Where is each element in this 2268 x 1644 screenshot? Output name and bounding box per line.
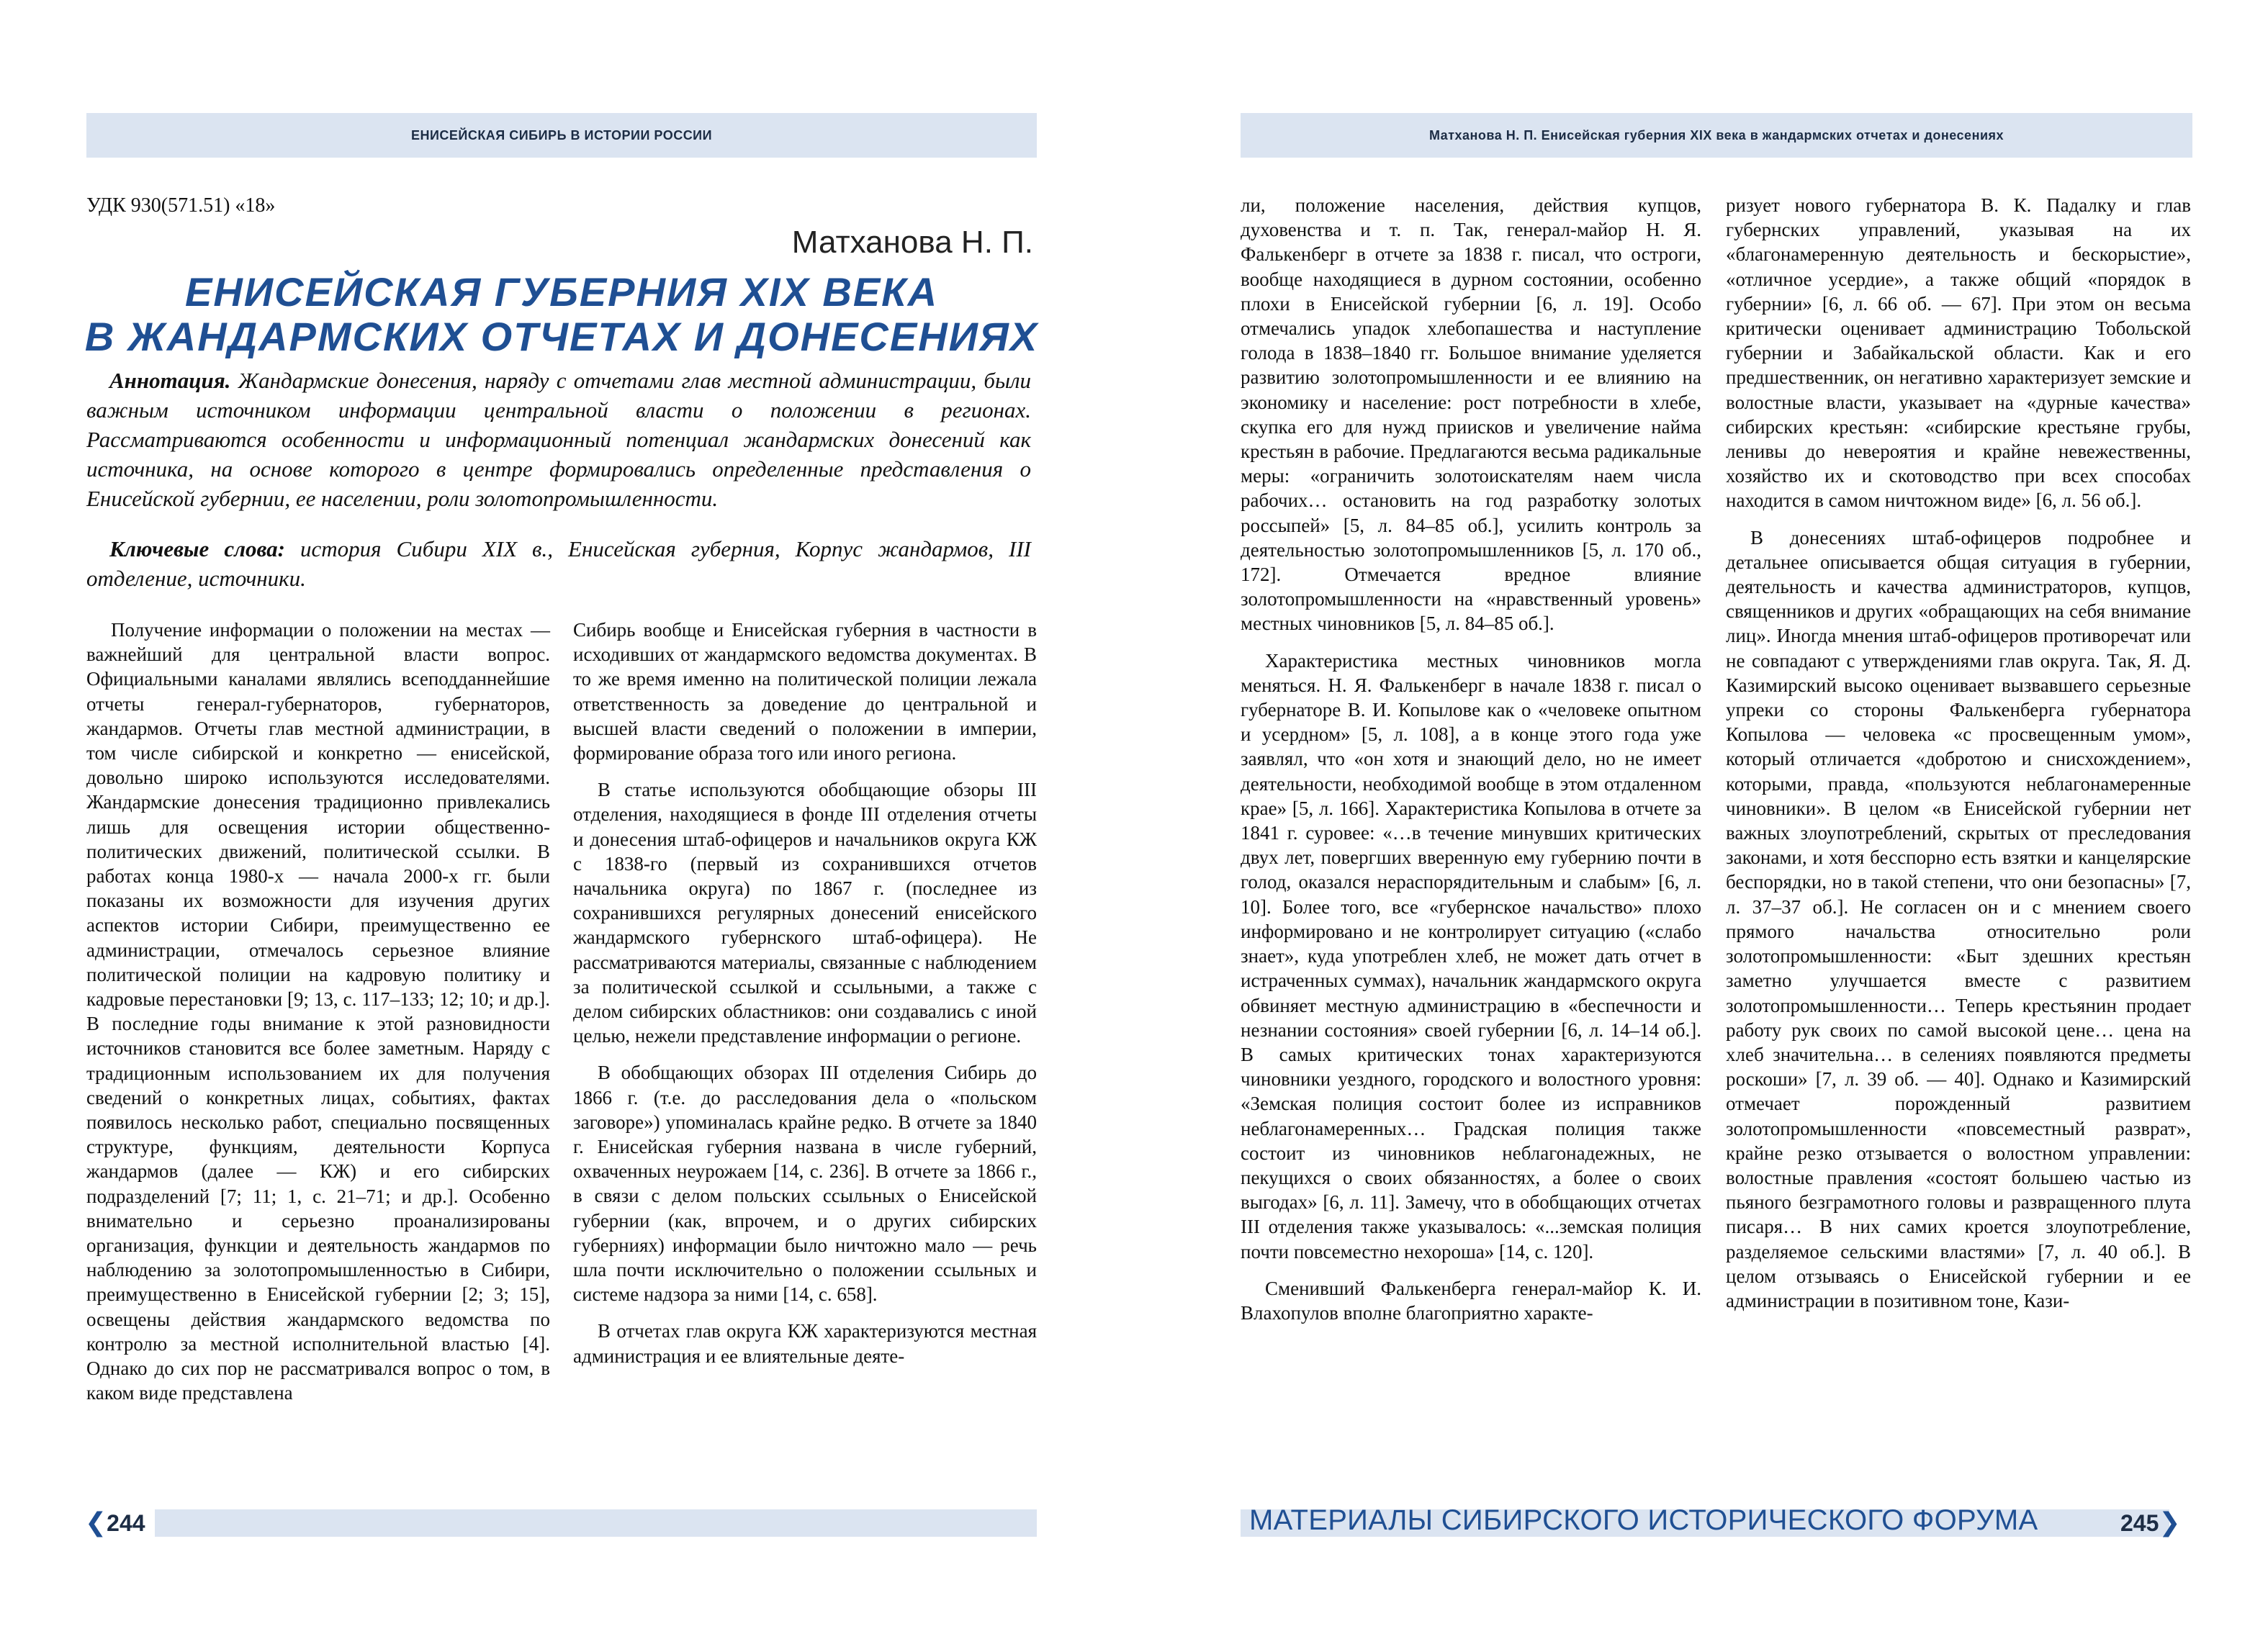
udk-code: УДК 930(571.51) «18» [86,194,276,217]
paragraph: ли, положение населения, действия купцов, духовенства и т. п. Так, генерал-майор Н. Я. Фалькенберг в отчете за 1838 г. писал, что остроги, вообще находящиеся в дурном состоянии, особенно плохи в Енисейской губернии [6, л. 19]. Особо отмечались упадок хлебопашества и наступление голода в 1838–1840 гг. Большое внимание уделяется развитию золотопромышленности и ее влиянию на экономику и население: рост потребности в хлебе, скупка его для нужд приисков и увеличение найма крестьян в рабочие. Предлагаются весьма радикальные меры: «ограничить золотоискателям наем числа рабочих… остановить на год разработку золотых россыпей» [5, л. 84–85 об.], усилить контроль за деятельностью золотопромышленников [5, л. 170 об., 172]. Отмечается вредное влияние золотопромышленности на «нравственный уровень» местных чиновников [5, л. 84–85 об.]. [1241,194,1701,635]
page-number-text: 244 [107,1510,145,1536]
running-header-text: Матханова Н. П. Енисейская губерния XIX века в жандармских отчетах и донесениях [1428,127,2004,143]
article-author: Матханова Н. П. [791,225,1033,260]
paragraph: Получение информации о положении на местах — важнейший для центральной власти вопрос. Официальными каналами являлись всеподданнейшие отчеты генерал-губернаторов, губернаторов, жандармов. Отчеты глав местной администрации, в том числе сибирской и конкретно — енисейской, довольно широко используются исследователями. Жандармские донесения традиционно привлекались лишь для освещения истории общественно-политических движений, политической ссылки. В работах конца 1980-х — начала 2000-х гг. были показаны их возможности для изучения других аспектов истории Сибири, преимущественно ее администрации, отмечалось серьезное влияние политической полиции на кадровую политику и кадровые перестановки [9; 13, с. 117–133; 12; 10; и др.]. В последние годы внимание к этой разновидности источников становится все более заметным. Наряду с традиционным использованием их для получения сведений о конкретных лицах, событиях, фактах появилось несколько работ, специально посвященных структуре, функциям, деятельности Корпуса жандармов (далее — КЖ) и его сибирских подразделений [7; 11; 1, с. 21–71; и др.]. Особенно внимательно и серьезно проанализированы организация, функции и деятельность жандармов по наблюдению за золотопромышленностью в Сибири, преимущественно в Енисейской губернии [2; 3; 15], освещены действия жандармского ведомства по контролю за местной исполнительной властью [4]. Однако до сих пор не рассматривался вопрос о том, в каком виде представлена [86,619,550,1404]
paragraph: ризует нового губернатора В. К. Падалку и глав губернских управлений, указывая на их «благонамеренную деятельность и бескорыстие», «отличное усердие», а также общий «порядок в губернии» [6, л. 66 об. — 67]. При этом он весьма критически оценивает администрацию Тобольской губернии и Забайкальской области. Как и его предшественник, он негативно характеризует земские и волостные власти, указывает на «дурные качества» сибирских крестьян: «сибирские крестьяне грубы, ленивы до невероятия и крайне невежественны, хозяйство их и скотоводство при всех способах находится в самом ничтожном виде» [6, л. 56 об.]. [1726,194,2191,512]
paragraph: Характеристика местных чиновников могла меняться. Н. Я. Фалькенберг в начале 1838 г. писал о губернаторе В. И. Копылове как о «человеке опытном и усердном» [5, л. 108], а в конце этого года уже заявлял, что «он хотя и знающий дело, но не имеет деятельности, необходимой вообще в этом отдаленном крае» [5, л. 166]. Характеристика Копылова в отчете за 1841 г. суровее: «…в течение минувших критических двух лет, повергших вверенную ему губернию почти в голод, оказался нераспорядительным и слабым» [6, л. 10]. Более того, все «губернское начальство» плохо информировано и не контролирует ситуацию («слабо знает», куда употреблен хлеб, не может дать отчет в истраченных суммах), начальник жандармского округа обвиняет местную администрацию в «беспечности и незнании состояния» своей губернии [6, л. 14–14 об.]. В самых критических тонах характеризуются чиновники уездного, городского и волостного уровня: «Земская полиция состоит более из исправников неблагонамеренных… Градская полиция также состоит из чиновников неблагонадежных, не пекущихся о своих обязанностях, а более о своих выгодах» [6, л. 11]. Замечу, что в обобщающих отчетах III отделения также указывалось: «...земская полиция почти повсеместно нехороша» [14, с. 120]. [1241,649,1701,1263]
page-number-text: 245 [2120,1510,2159,1536]
paragraph: В отчетах глав округа КЖ характеризуются местная администрация и ее влиятельные деяте- [573,1320,1037,1367]
paragraph: Сменивший Фалькенберга генерал-майор К. И. Влахопулов вполне благоприятно характе- [1241,1277,1701,1324]
chevron-right-icon: ❯ [2159,1507,2181,1537]
page-number [85,1507,145,1537]
text-column-left-2 [573,618,1037,1368]
abstract-label: Аннотация. [109,368,231,393]
text-column-left-1 [86,618,550,1406]
text-column-right-1 [1241,193,1701,1325]
article-title [72,270,1051,359]
running-header [1241,113,2192,158]
right-page [1134,0,2268,1644]
keywords [86,534,1031,593]
keywords-label: Ключевые слова: [109,536,285,561]
running-header-text: ЕНИСЕЙСКАЯ СИБИРЬ В ИСТОРИИ РОССИИ [410,127,713,143]
running-header [86,113,1037,158]
keywords-text: история Сибири XIX в., Енисейская губерния, Корпус жандармов, III отделение, источники. [86,536,1031,591]
paragraph: В обобщающих обзорах III отделения Сибирь до 1866 г. (т.е. до расследования дела о «польском заговоре») упоминалась крайне редко. В отчете за 1840 г. Енисейская губерния названа в числе губерний, охваченных неурожаем [14, с. 236]. В отчете за 1866 г., в связи с делом польских ссыльных о Енисейской губернии (как, впрочем, и о других сибирских губерниях) информации было ничтожно мало — речь шла почти исключительно о положении ссыльных и системе надзора за ними [14, с. 658]. [573,1062,1037,1306]
page-number [2120,1507,2181,1537]
chevron-left-icon: ❮ [85,1507,107,1537]
title-line-2: В ЖАНДАРМСКИХ ОТЧЕТАХ И ДОНЕСЕНИЯХ [84,314,1039,359]
paragraph: В статье используются обобщающие обзоры III отделения, находящиеся в фонде III отделения отчеты и донесения штаб-офицеров и начальников округа КЖ с 1838-го (первый из сохранившихся отчетов начальника округа) по 1867 г. (последнее из сохранившихся регулярных донесений енисейского жандармского губернского штаб-офицера). Не рассматриваются материалы, связанные с наблюдением за политической ссылкой и ссыльными, а также с делом сибирских областников: они создавались с иной целью, нежели представление информации о регионе. [573,779,1037,1047]
text-column-right-2 [1726,193,2191,1313]
footer-band [155,1509,1037,1537]
abstract-text: Жандармские донесения, наряду с отчетами глав местной администрации, были важным источником информации центральной власти о положении в регионах. Рассматриваются особенности и информационный потенциал жандармских донесений как источника, на основе которого в центре формировались определенные представления о Енисейской губернии, ее населении, роли золотопромышленности. [86,368,1031,511]
title-line-1: ЕНИСЕЙСКАЯ ГУБЕРНИЯ XIX ВЕКА [184,269,939,315]
paragraph: Сибирь вообще и Енисейская губерния в частности в исходивших от жандармского ведомства документах. В то же время именно на политической полиции лежала ответственность за доведение до центральной и высшей власти сведений о положении в империи, формирование образа того или иного региона. [573,619,1037,764]
paragraph: В донесениях штаб-офицеров подробнее и детальнее описывается общая ситуация в губернии, деятельность и качества администраторов, купцов, священников и других «обращающих на себя внимание лиц». Иногда мнения штаб-офицеров противоречат или не совпадают с утверждениями глав округа. Так, Я. Д. Казимирский высоко оценивает вызвавшего серьезные упреки со стороны Фалькенберга губернатора Копылова — человека «с просвещенным умом», который отличается «добротою и снисхождением», которыми, правда, «пользуются неблагонамеренные чиновники». В целом «в Енисейской губернии нет важных злоупотреблений, скрытых от преследования законами, и хотя бесспорно есть взятки и канцелярские беспорядки, но в такой степени, что они безопасны» [7, л. 37–37 об.]. Не согласен он и с мнением своего прямого начальства относительно роли золотопромышленности: «Быт здешних крестьян заметно улучшается вместе с развитием золотопромышленности… Теперь крестьянин продает работу рук своих по самой высокой цене… цена на хлеб значительна… в селениях появляются предметы роскоши» [7, л. 39 об. — 40]. Однако и Казимирский отмечает порожденный развитием золотопромышленности «повсеместный разврат», крайне резко отзывается о волостном управлении: волостные правления «состоят большею частью из пьяного безграмотного головы и развращенного плута писаря… В них самих кроется злоупотребление, разделяемое сельскими властями» [7, л. 40 об.]. В целом отзываясь о Енисейской губернии и ее администрации в позитивном тоне, Кази- [1726,526,2191,1311]
journal-title: МАТЕРИАЛЫ СИБИРСКОГО ИСТОРИЧЕСКОГО ФОРУМА [1249,1504,2038,1536]
abstract [86,366,1031,513]
